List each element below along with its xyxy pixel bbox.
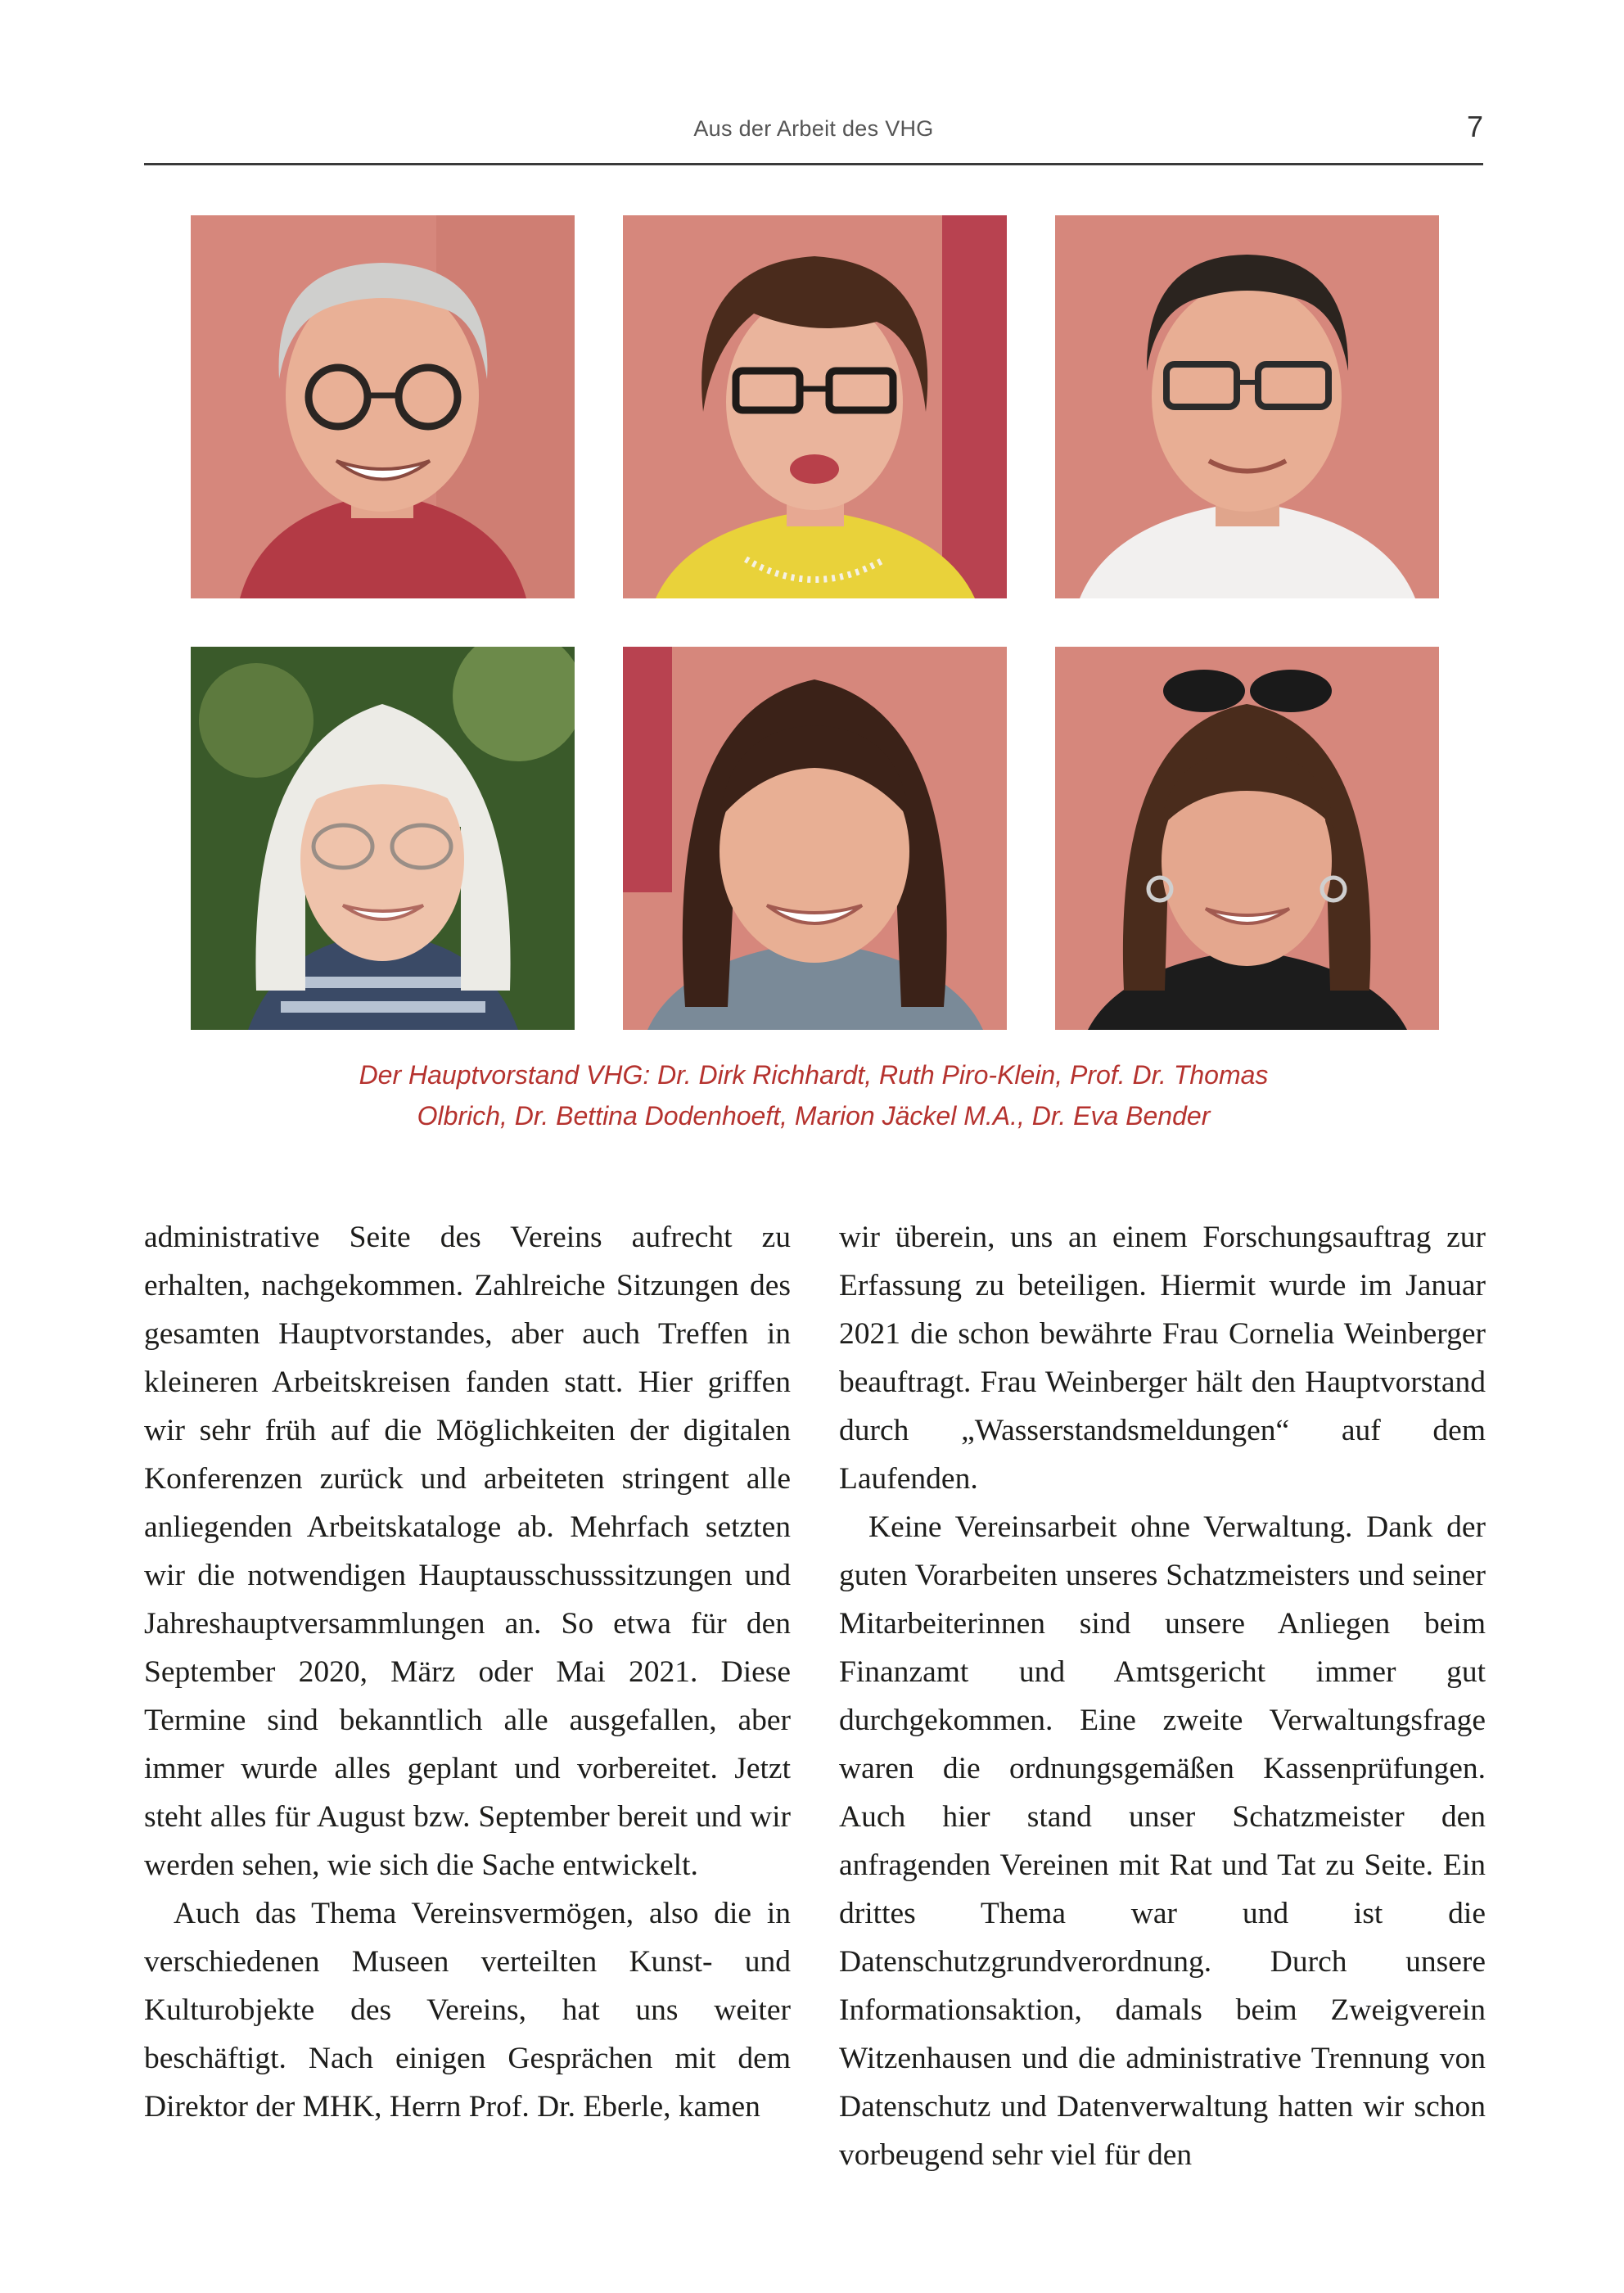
portrait-photo bbox=[623, 215, 1007, 598]
paragraph: Keine Vereinsarbeit ohne Verwaltung. Dank der guten Vorarbeiten unseres Schatzmeisters und seiner Mitarbeiterinnen sind unsere Anliegen beim Finanzamt und Amtsgericht immer gut durchgekommen. Eine zweite Verwaltungsfrage waren die ordnungsgemäßen Kassenprüfungen. Auch hier stand unser Schatzmeister den anfragenden Vereinen mit Rat und Tat zu Seite. Ein drittes Thema war und ist die Datenschutzgrundverordnung. Durch unsere Informationsaktion, damals beim Zweigverein Witzenhausen und die administrative Trennung von Datenschutz und Datenverwaltung hatten wir schon vorbeugend sehr viel für den bbox=[839, 1510, 1486, 2172]
page-number: 7 bbox=[1466, 110, 1483, 143]
text-column-left bbox=[144, 1213, 791, 2131]
portrait-grid bbox=[191, 215, 1439, 1030]
portrait-photo bbox=[1055, 647, 1439, 1030]
portrait-image bbox=[623, 647, 1007, 1030]
portrait-image bbox=[1055, 647, 1439, 1030]
running-header: Aus der Arbeit des VHG bbox=[693, 116, 934, 141]
paragraph: wir überein, uns an einem Forschungsauftrag zur Erfassung zu beteiligen. Hiermit wurde im Januar 2021 die schon bewährte Frau Cornelia Weinberger beauftragt. Frau Weinberger hält den Hauptvorstand durch „Wasserstandsmeldungen“ auf dem Laufenden. bbox=[839, 1221, 1486, 1496]
caption-line: Der Hauptvorstand VHG: Dr. Dirk Richhardt, Ruth Piro-Klein, Prof. Dr. Thomas bbox=[359, 1060, 1269, 1090]
portrait-image bbox=[623, 215, 1007, 598]
portrait-photo bbox=[623, 647, 1007, 1030]
portrait-photo bbox=[191, 647, 575, 1030]
paragraph: Auch das Thema Vereinsvermögen, also die in verschiedenen Museen verteilten Kunst- und Kulturobjekte des Vereins, hat uns weiter beschäftigt. Nach einigen Gesprächen mit dem Direktor der MHK, Herrn Prof. Dr. Eberle, kamen bbox=[144, 1897, 791, 2124]
portrait-photo bbox=[191, 215, 575, 598]
header-rule bbox=[144, 163, 1483, 165]
portrait-image bbox=[1055, 215, 1439, 598]
paragraph: administrative Seite des Vereins aufrecht zu erhalten, nachgekommen. Zahlreiche Sitzungen des gesamten Hauptvorstandes, aber auch Treffen in kleineren Arbeitskreisen fanden statt. Hier griffen wir sehr früh auf die Möglichkeiten der digitalen Konferenzen zurück und arbeiteten stringent alle anliegenden Arbeitskataloge ab. Mehrfach setzten wir die notwendigen Hauptausschusssitzungen und Jahreshauptversammlungen an. So etwa für den September 2020, März oder Mai 2021. Diese Termine sind bekanntlich alle ausgefallen, aber immer wurde alles geplant und vorbereitet. Jetzt steht alles für August bzw. September bereit und wir werden sehen, wie sich die Sache entwickelt. bbox=[144, 1221, 791, 1882]
portrait-image bbox=[191, 647, 575, 1030]
text-column-right bbox=[839, 1213, 1486, 2179]
portrait-photo bbox=[1055, 215, 1439, 598]
caption-line: Olbrich, Dr. Bettina Dodenhoeft, Marion Jäckel M.A., Dr. Eva Bender bbox=[417, 1101, 1211, 1131]
photo-caption bbox=[144, 1054, 1483, 1136]
portrait-image bbox=[191, 215, 575, 598]
